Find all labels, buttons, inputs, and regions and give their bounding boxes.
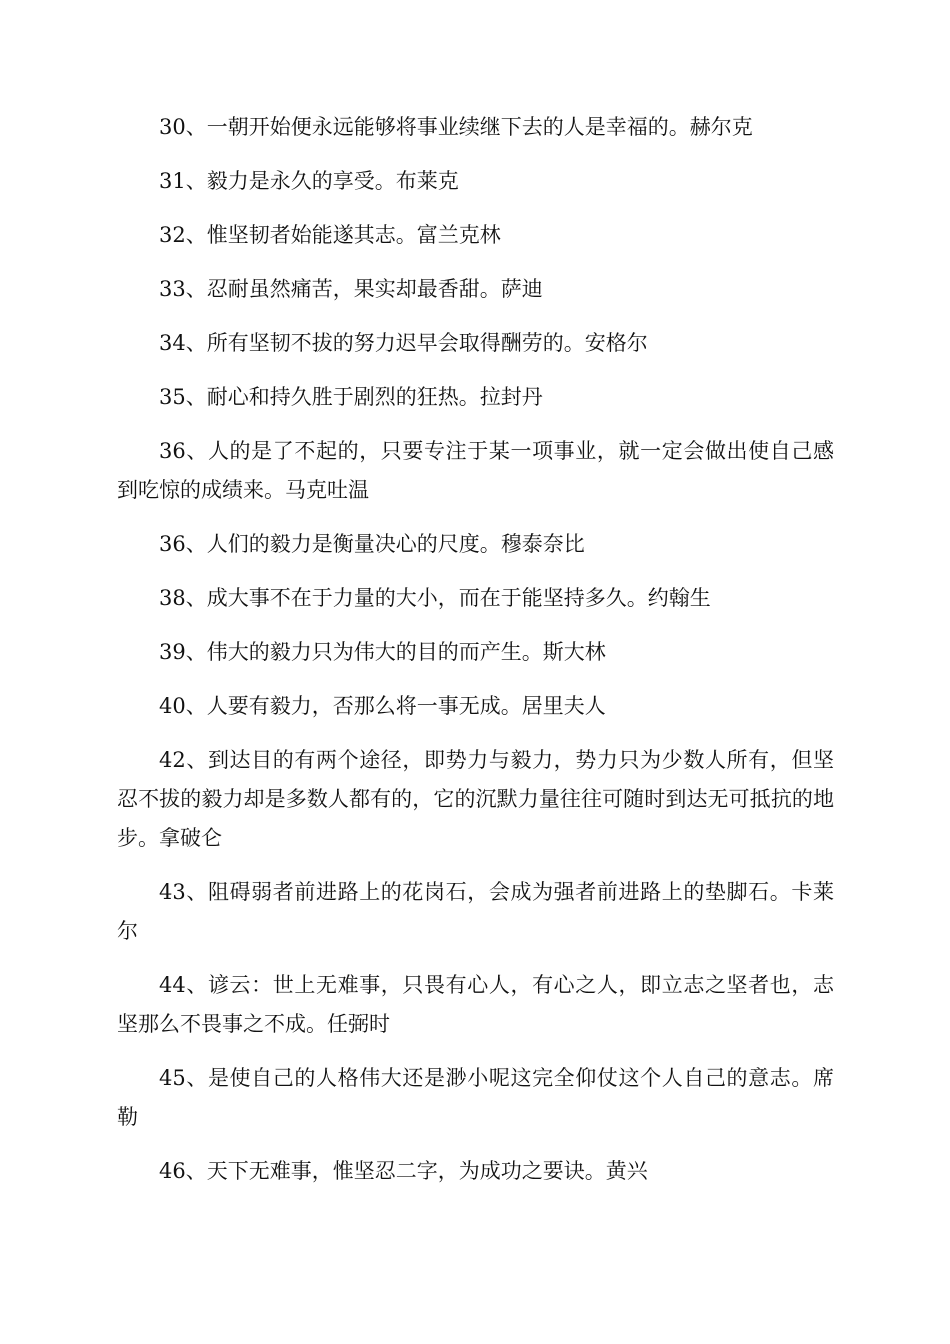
quote-paragraph: 45、是使自己的人格伟大还是渺小呢这完全仰仗这个人自己的意志。席勒 bbox=[117, 1066, 834, 1129]
quote-paragraph: 46、天下无难事，惟坚忍二字，为成功之要诀。黄兴 bbox=[159, 1159, 648, 1183]
quote-paragraph: 44、谚云：世上无难事，只畏有心人，有心之人，即立志之坚者也，志坚那么不畏事之不成。任弼时 bbox=[117, 973, 834, 1036]
quote-paragraph: 43、阻碍弱者前进路上的花岗石，会成为强者前进路上的垫脚石。卡莱尔 bbox=[117, 880, 834, 943]
quote-list bbox=[117, 108, 834, 1206]
quote-paragraph: 33、忍耐虽然痛苦，果实却最香甜。萨迪 bbox=[159, 277, 543, 301]
quote-paragraph: 34、所有坚韧不拔的努力迟早会取得酬劳的。安格尔 bbox=[159, 331, 648, 355]
quote-paragraph: 30、一朝开始便永远能够将事业续继下去的人是幸福的。赫尔克 bbox=[159, 115, 753, 139]
quote-paragraph: 38、成大事不在于力量的大小，而在于能坚持多久。约翰生 bbox=[159, 586, 711, 610]
quote-paragraph: 40、人要有毅力，否那么将一事无成。居里夫人 bbox=[159, 694, 606, 718]
quote-paragraph: 32、惟坚韧者始能遂其志。富兰克林 bbox=[159, 223, 501, 247]
quote-paragraph: 36、人们的毅力是衡量决心的尺度。穆泰奈比 bbox=[159, 532, 585, 556]
quote-paragraph: 31、毅力是永久的享受。布莱克 bbox=[159, 169, 459, 193]
quote-paragraph: 36、人的是了不起的，只要专注于某一项事业，就一定会做出使自己感到吃惊的成绩来。马克吐温 bbox=[117, 439, 834, 502]
quote-paragraph: 42、到达目的有两个途径，即势力与毅力，势力只为少数人所有，但坚忍不拔的毅力却是多数人都有的，它的沉默力量往往可随时到达无可抵抗的地步。拿破仑 bbox=[117, 748, 834, 850]
quote-paragraph: 35、耐心和持久胜于剧烈的狂热。拉封丹 bbox=[159, 385, 543, 409]
quote-paragraph: 39、伟大的毅力只为伟大的目的而产生。斯大林 bbox=[159, 640, 606, 664]
